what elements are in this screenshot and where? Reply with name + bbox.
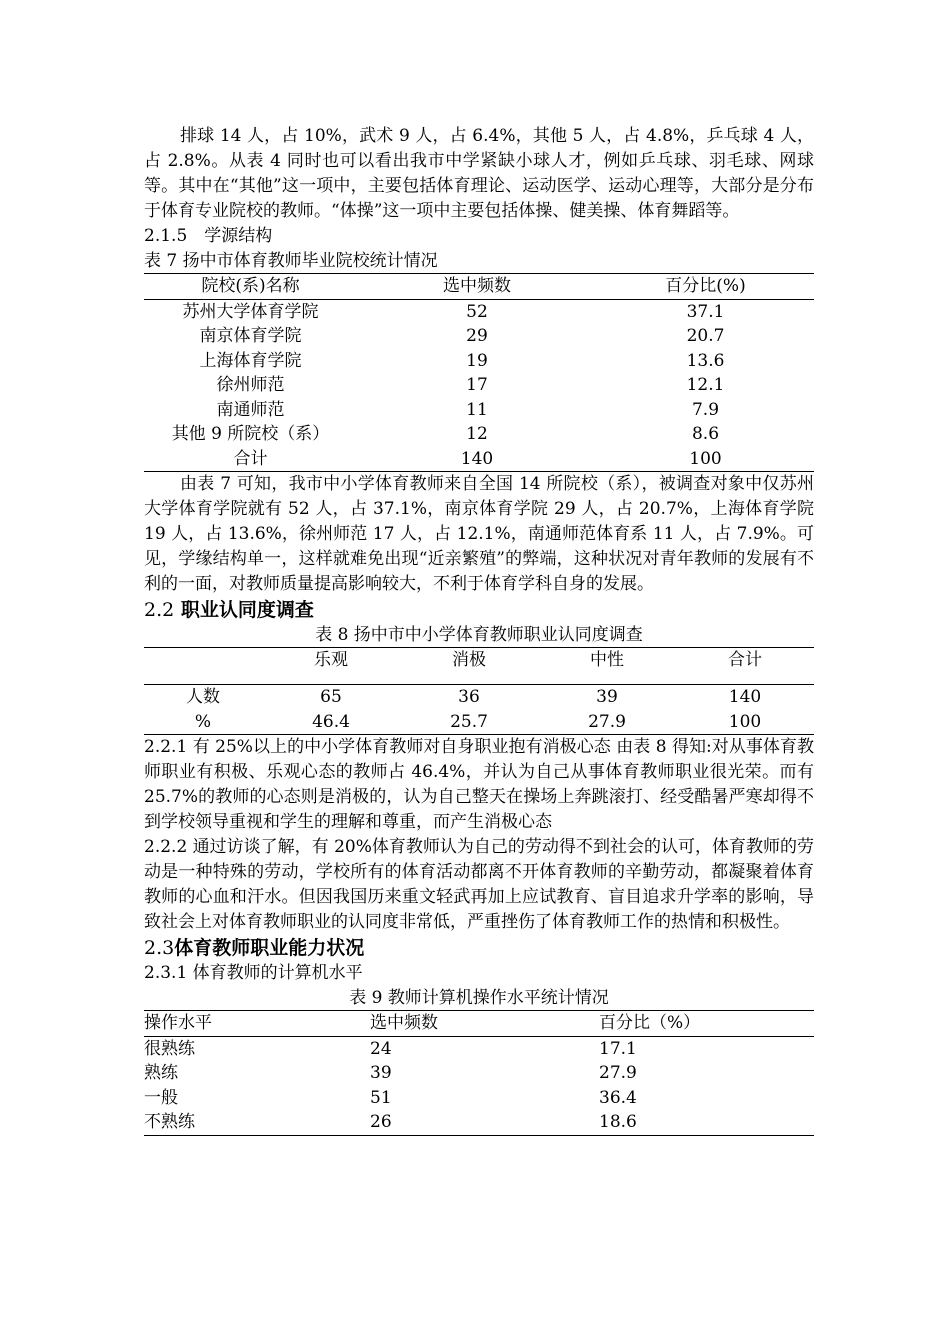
table-cell: 39 xyxy=(370,1063,392,1083)
table-cell: 17 xyxy=(466,375,488,395)
table8-header-blank xyxy=(144,648,262,685)
table7-analysis-paragraph: 由表 7 可知，我市中小学体育教师来自全国 14 所院校（系），被调查对象中仅苏州大学体育学院就有 52 人，占 37.1%，南京体育学院 29 人，占 20.7%，上海体育学院 19 人，占 13.6%，徐州师范 17 人，占 12.1%，南通师范体育系 11 人，占 7.9%。可见，学缘结构单一，这样就难免出现“近亲繁殖”的弊端，这种状况对青年教师的发展有不利的一面，对教师质量提高影响较大，不利于体育学科自身的发展。 xyxy=(144,474,814,594)
table-cell: 140 xyxy=(728,687,762,707)
table-cell: 140 xyxy=(460,448,494,469)
table9 xyxy=(144,1010,814,1136)
section-title: 体育教师职业能力状况 xyxy=(174,937,365,959)
section-2-2-heading xyxy=(144,597,814,623)
table-cell: 11 xyxy=(466,399,488,420)
table8-header-neutral: 中性 xyxy=(590,650,624,670)
table8-header-row xyxy=(144,648,814,685)
table8-header-optimistic: 乐观 xyxy=(314,650,348,670)
section-2-2-2-paragraph: 2.2.2 通过访谈了解，有 20%体育教师认为自己的劳动得不到社会的认可，体育教师的劳动是一种特殊的劳动，学校所有的体育活动都离不开体育教师的辛勤劳动，都凝聚着体育教师的心血和汗水。但因我国历来重文轻武再加上应试教育、盲目追求升学率的影响，导致社会上对体育教师职业的认同度非常低，严重挫伤了体育教师工作的热情和积极性。 xyxy=(144,837,814,932)
table-cell: 100 xyxy=(728,711,762,732)
table-cell: 18.6 xyxy=(599,1112,637,1132)
table-cell: 13.6 xyxy=(686,350,725,371)
table-cell: 24 xyxy=(370,1038,392,1059)
table-cell: 29 xyxy=(466,326,488,346)
table7-header-row xyxy=(144,274,814,300)
table-cell: 8.6 xyxy=(691,424,720,444)
table7 xyxy=(144,273,814,472)
table7-caption: 表 7 扬中市体育教师毕业院校统计情况 xyxy=(144,251,438,271)
table-cell: 12 xyxy=(466,424,488,444)
table-cell: 人数 xyxy=(186,687,220,707)
table9-caption: 表 9 教师计算机操作水平统计情况 xyxy=(349,988,609,1008)
section-2-2-1-paragraph: 2.2.1 有 25%以上的中小学体育教师对自身职业抱有消极心态 由表 8 得知:对从事体育教师职业有积极、乐观心态的教师占 46.4%，并认为自己从事体育教师职业很光荣。而有 25.7%的教师的心态则是消极的，认为自己整天在操场上奔跳滚打、经受酷暑严寒却得不到学校领导重视和学生的理解和尊重，而产生消极心态 xyxy=(144,737,814,832)
table-cell: 熟练 xyxy=(144,1063,178,1083)
document-page xyxy=(144,0,814,1136)
table-cell: 52 xyxy=(466,301,488,322)
table8-caption: 表 8 扬中市中小学体育教师职业认同度调查 xyxy=(315,625,643,645)
section-number: 2.2 xyxy=(144,599,175,621)
table-cell: 合计 xyxy=(233,448,268,469)
table-cell: % xyxy=(194,711,212,732)
intro-paragraph: 排球 14 人，占 10%，武术 9 人，占 6.4%，其他 5 人，占 4.8%，乒乓球 4 人，占 2.8%。从表 4 同时也可以看出我市中学紧缺小球人才，例如乒乓球、羽毛球、网球等。其中在“其他”这一项中，主要包括体育理论、运动医学、运动心理等，大部分是分布于体育专业院校的教师。“体操”这一项中主要包括体操、健美操、体育舞蹈等。 xyxy=(144,126,814,221)
table-cell: 65 xyxy=(320,687,342,707)
table-cell: 苏州大学体育学院 xyxy=(182,301,319,322)
table-cell: 36 xyxy=(458,687,480,707)
table-row xyxy=(144,1036,814,1061)
table-row xyxy=(144,349,814,374)
table-cell: 100 xyxy=(689,448,722,469)
table-row-total xyxy=(144,447,814,472)
table-row xyxy=(144,1086,814,1111)
table-row xyxy=(144,373,814,398)
table8 xyxy=(144,647,814,735)
table-cell: 不熟练 xyxy=(144,1112,195,1132)
table-cell: 徐州师范 xyxy=(216,375,285,395)
table-row xyxy=(144,422,814,447)
table-cell: 37.1 xyxy=(686,301,725,322)
table9-header-freq: 选中频数 xyxy=(370,1013,438,1033)
section-2-1-5-heading: 2.1.5 学源结构 xyxy=(144,226,273,246)
table9-header-row xyxy=(144,1011,814,1037)
table-cell: 46.4 xyxy=(312,711,350,732)
table-cell: 39 xyxy=(596,687,618,707)
table-cell: 26 xyxy=(370,1112,392,1132)
table7-header-freq: 选中频数 xyxy=(443,276,511,296)
section-2-3-heading xyxy=(144,935,814,961)
table-row xyxy=(144,299,814,324)
table-row xyxy=(144,1061,814,1086)
table-cell: 25.7 xyxy=(450,711,488,732)
table-cell: 一般 xyxy=(144,1087,178,1108)
table7-header-pct: 百分比(%) xyxy=(665,276,746,296)
table-cell: 其他 9 所院校（系） xyxy=(171,424,330,444)
table-cell: 很熟练 xyxy=(144,1038,195,1059)
table-row xyxy=(144,685,814,710)
table-row xyxy=(144,398,814,423)
table-cell: 19 xyxy=(466,350,488,371)
table-cell: 17.1 xyxy=(599,1038,637,1059)
table-cell: 12.1 xyxy=(686,375,725,395)
table7-header-school: 院校(系)名称 xyxy=(201,276,300,296)
table-row xyxy=(144,1110,814,1135)
table-cell: 南京体育学院 xyxy=(199,326,302,346)
table8-header-total: 合计 xyxy=(728,650,762,670)
section-number: 2.3 xyxy=(144,937,175,959)
table-row xyxy=(144,324,814,349)
table-row xyxy=(144,710,814,735)
table9-header-level: 操作水平 xyxy=(144,1013,212,1033)
table-cell: 上海体育学院 xyxy=(199,350,302,371)
table-cell: 20.7 xyxy=(686,326,725,346)
table-cell: 27.9 xyxy=(599,1063,637,1083)
table-cell: 7.9 xyxy=(691,399,720,420)
section-title: 职业认同度调查 xyxy=(180,599,314,621)
table9-header-pct: 百分比（%） xyxy=(599,1013,701,1033)
table-cell: 27.9 xyxy=(588,711,626,732)
table-cell: 51 xyxy=(370,1087,392,1108)
table-cell: 36.4 xyxy=(599,1087,637,1108)
table8-header-negative: 消极 xyxy=(452,650,486,670)
section-2-3-1-heading: 2.3.1 体育教师的计算机水平 xyxy=(144,963,363,983)
table-cell: 南通师范 xyxy=(216,399,285,420)
